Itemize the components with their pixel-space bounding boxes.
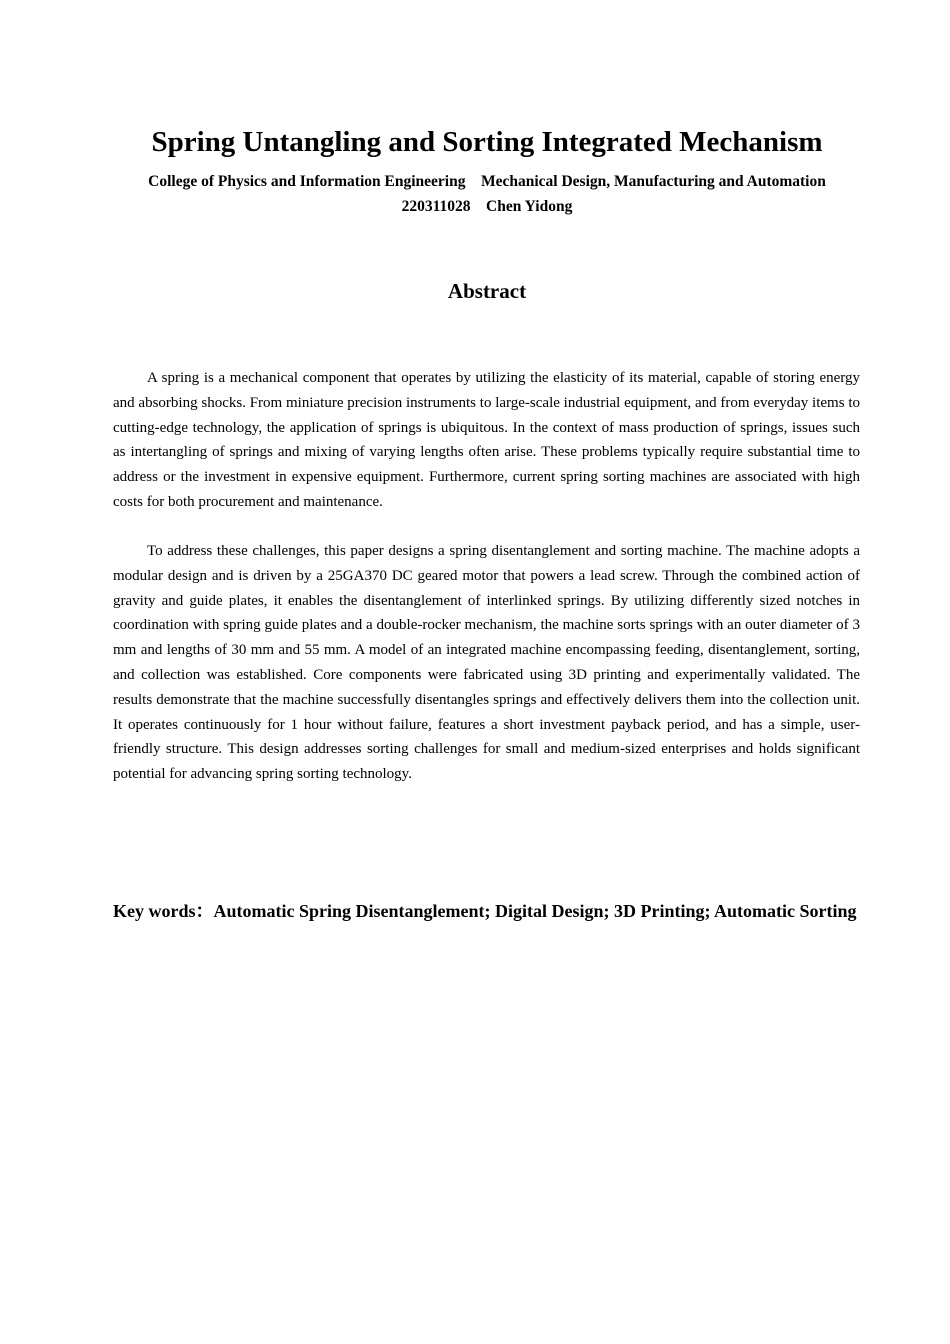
abstract-paragraph: A spring is a mechanical component that operates by utilizing the elasticity of its material, capable of storing energy and absorbing shocks. From miniature precision instruments to large-scale industrial equipment, and from everyday items to cutting-edge technology, the application of springs is ubiquitous. In the context of mass production of springs, issues such as intertangling of springs and mixing of varying lengths often arise. These problems typically require substantial time to address or the investment in expensive equipment. Furthermore, current spring sorting machines are associated with high costs for both procurement and maintenance. bbox=[113, 370, 860, 510]
author-affiliation bbox=[0, 169, 950, 219]
student-id-and-name: 220311028 Chen Yidong bbox=[401, 198, 573, 215]
paper-title: Spring Untangling and Sorting Integrated Mechanism bbox=[151, 126, 823, 158]
abstract-paragraph: To address these challenges, this paper designs a spring disentanglement and sorting machine. The machine adopts a modular design and is driven by a 25GA370 DC geared motor that powers a lead screw. Through the combined action of gravity and guide plates, it enables the disentanglement of interlinked springs. By utilizing differently sized notches in coordination with spring guide plates and a double-rocker mechanism, the machine sorts springs with an outer diameter of 3 mm and lengths of 30 mm and 55 mm. A model of an integrated machine encompassing feeding, disentanglement, sorting, and collection was established. Core components were fabricated using 3D printing and experimentally validated. The results demonstrate that the machine successfully disentangles springs and effectively delivers them into the collection unit. It operates continuously for 1 hour without failure, features a short investment payback period, and has a simple, user-friendly structure. This design addresses sorting challenges for small and medium-sized enterprises and holds significant potential for advancing spring sorting technology. bbox=[113, 543, 860, 783]
affiliation-line: College of Physics and Information Engineering Mechanical Design, Manufacturing and Automation bbox=[148, 173, 826, 190]
keywords: Key words：Automatic Spring Disentanglement; Digital Design; 3D Printing; Automatic Sorting bbox=[113, 901, 857, 921]
abstract-heading: Abstract bbox=[447, 279, 527, 303]
